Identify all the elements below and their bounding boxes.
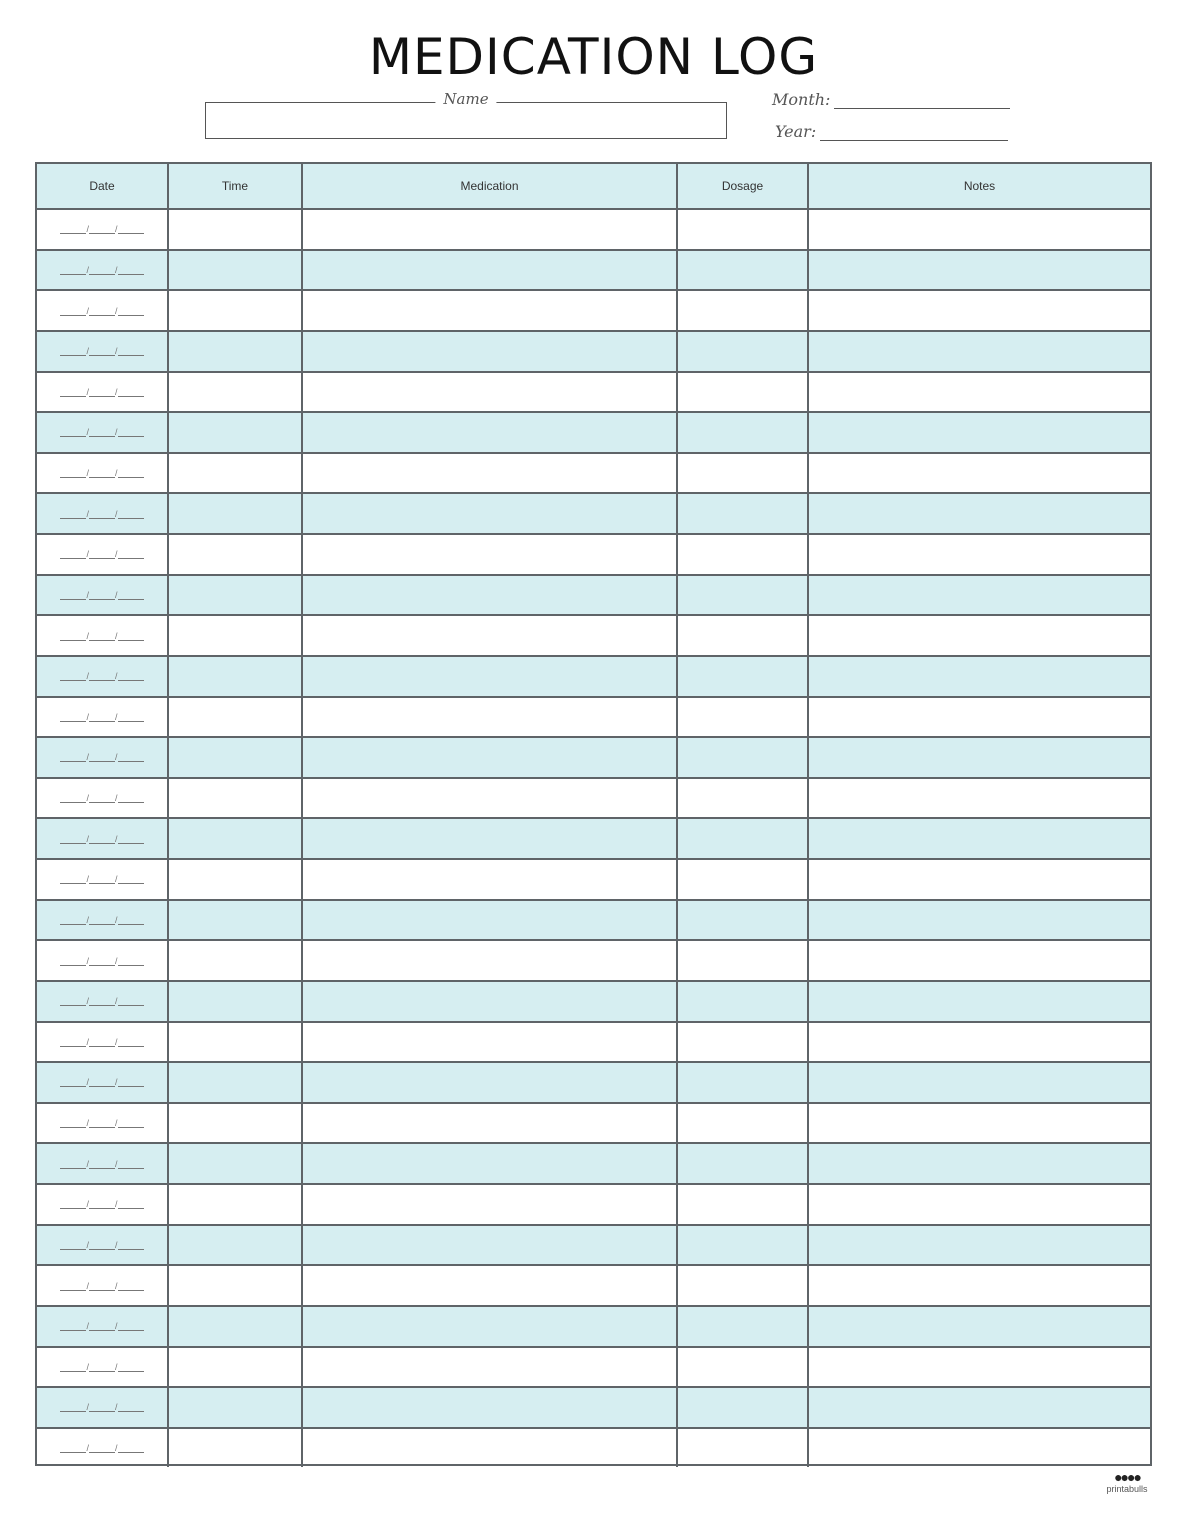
time-cell[interactable] [167, 698, 301, 737]
notes-cell[interactable] [807, 1429, 1150, 1468]
time-cell[interactable] [167, 982, 301, 1021]
date-cell[interactable] [37, 535, 167, 574]
medication-cell[interactable] [301, 494, 676, 533]
medication-cell[interactable] [301, 698, 676, 737]
dosage-cell[interactable] [676, 901, 807, 940]
date-blank: / / [60, 306, 143, 316]
medication-cell[interactable] [301, 1388, 676, 1427]
dosage-cell[interactable] [676, 738, 807, 777]
table-body [37, 208, 1150, 1467]
notes-cell[interactable] [807, 454, 1150, 493]
dosage-cell[interactable] [676, 1104, 807, 1143]
dosage-cell[interactable] [676, 1266, 807, 1305]
dosage-cell[interactable] [676, 698, 807, 737]
dosage-cell[interactable] [676, 1023, 807, 1062]
date-cell[interactable] [37, 332, 167, 371]
date-cell[interactable] [37, 1185, 167, 1224]
notes-cell[interactable] [807, 291, 1150, 330]
date-cell[interactable] [37, 1144, 167, 1183]
table-row [37, 696, 1150, 737]
date-cell[interactable] [37, 1063, 167, 1102]
medication-cell[interactable] [301, 373, 676, 412]
time-cell[interactable] [167, 576, 301, 615]
table-row [37, 1102, 1150, 1143]
time-cell[interactable] [167, 1429, 301, 1468]
date-blank: / / [60, 509, 143, 519]
date-cell[interactable] [37, 251, 167, 290]
notes-cell[interactable] [807, 251, 1150, 290]
table-row [37, 289, 1150, 330]
medication-cell[interactable] [301, 819, 676, 858]
time-cell[interactable] [167, 1104, 301, 1143]
dosage-cell[interactable] [676, 413, 807, 452]
date-blank: / / [60, 1037, 143, 1047]
table-row [37, 1021, 1150, 1062]
dosage-cell[interactable] [676, 860, 807, 899]
notes-cell[interactable] [807, 1185, 1150, 1224]
dosage-cell[interactable] [676, 1388, 807, 1427]
notes-cell[interactable] [807, 860, 1150, 899]
date-cell[interactable] [37, 698, 167, 737]
table-row [37, 614, 1150, 655]
date-cell[interactable] [37, 1388, 167, 1427]
time-cell[interactable] [167, 1348, 301, 1387]
date-blank: / / [60, 631, 143, 641]
time-cell[interactable] [167, 657, 301, 696]
time-cell[interactable] [167, 616, 301, 655]
date-cell[interactable] [37, 982, 167, 1021]
date-cell[interactable] [37, 779, 167, 818]
table-row [37, 330, 1150, 371]
time-cell[interactable] [167, 454, 301, 493]
medication-cell[interactable] [301, 332, 676, 371]
medication-cell[interactable] [301, 738, 676, 777]
notes-cell[interactable] [807, 616, 1150, 655]
medication-cell[interactable] [301, 1185, 676, 1224]
time-cell[interactable] [167, 291, 301, 330]
notes-cell[interactable] [807, 819, 1150, 858]
medication-cell[interactable] [301, 413, 676, 452]
date-blank: / / [60, 1240, 143, 1250]
medication-cell[interactable] [301, 657, 676, 696]
date-cell[interactable] [37, 454, 167, 493]
medication-cell[interactable] [301, 941, 676, 980]
date-blank: / / [60, 1402, 143, 1412]
dosage-cell[interactable] [676, 982, 807, 1021]
table-row [37, 452, 1150, 493]
medication-log-table [35, 162, 1152, 1466]
time-cell[interactable] [167, 373, 301, 412]
notes-cell[interactable] [807, 535, 1150, 574]
notes-cell[interactable] [807, 698, 1150, 737]
notes-cell[interactable] [807, 1307, 1150, 1346]
name-field[interactable] [205, 90, 727, 139]
medication-cell[interactable] [301, 1144, 676, 1183]
time-cell[interactable] [167, 819, 301, 858]
table-row [37, 777, 1150, 818]
date-blank: / / [60, 712, 143, 722]
time-cell[interactable] [167, 332, 301, 371]
table-row [37, 1427, 1150, 1468]
medication-cell[interactable] [301, 1023, 676, 1062]
notes-cell[interactable] [807, 738, 1150, 777]
table-row [37, 655, 1150, 696]
medication-cell[interactable] [301, 210, 676, 249]
table-row [37, 1224, 1150, 1265]
dosage-cell[interactable] [676, 1226, 807, 1265]
dosage-cell[interactable] [676, 291, 807, 330]
table-row [37, 249, 1150, 290]
notes-cell[interactable] [807, 373, 1150, 412]
date-blank: / / [60, 224, 143, 234]
date-blank: / / [60, 1077, 143, 1087]
notes-cell[interactable] [807, 1226, 1150, 1265]
notes-cell[interactable] [807, 657, 1150, 696]
date-blank: / / [60, 468, 143, 478]
month-label: Month: [772, 90, 831, 109]
dosage-cell[interactable] [676, 1348, 807, 1387]
medication-cell[interactable] [301, 860, 676, 899]
notes-cell[interactable] [807, 1388, 1150, 1427]
date-cell[interactable] [37, 413, 167, 452]
date-cell[interactable] [37, 1023, 167, 1062]
table-row [37, 574, 1150, 615]
dosage-cell[interactable] [676, 1307, 807, 1346]
table-row [37, 817, 1150, 858]
dosage-cell[interactable] [676, 332, 807, 371]
year-line[interactable] [820, 124, 1008, 141]
date-cell[interactable] [37, 860, 167, 899]
date-blank: / / [60, 793, 143, 803]
date-blank: / / [60, 752, 143, 762]
table-row [37, 1386, 1150, 1427]
medication-cell[interactable] [301, 576, 676, 615]
date-blank: / / [60, 956, 143, 966]
table-row [37, 1061, 1150, 1102]
date-cell[interactable] [37, 576, 167, 615]
dosage-cell[interactable] [676, 616, 807, 655]
date-blank: / / [60, 834, 143, 844]
notes-cell[interactable] [807, 982, 1150, 1021]
date-blank: / / [60, 1321, 143, 1331]
date-cell[interactable] [37, 738, 167, 777]
table-row [37, 1346, 1150, 1387]
date-cell[interactable] [37, 616, 167, 655]
time-cell[interactable] [167, 251, 301, 290]
month-field[interactable] [772, 90, 1010, 109]
date-cell[interactable] [37, 291, 167, 330]
date-cell[interactable] [37, 657, 167, 696]
time-cell[interactable] [167, 1266, 301, 1305]
date-blank: / / [60, 1159, 143, 1169]
notes-cell[interactable] [807, 941, 1150, 980]
table-row [37, 858, 1150, 899]
table-row [37, 980, 1150, 1021]
date-cell[interactable] [37, 819, 167, 858]
medication-cell[interactable] [301, 982, 676, 1021]
medication-cell[interactable] [301, 1063, 676, 1102]
notes-cell[interactable] [807, 1104, 1150, 1143]
time-cell[interactable] [167, 1185, 301, 1224]
time-cell[interactable] [167, 779, 301, 818]
table-row [37, 1183, 1150, 1224]
time-cell[interactable] [167, 1307, 301, 1346]
date-blank: / / [60, 427, 143, 437]
time-cell[interactable] [167, 738, 301, 777]
dosage-cell[interactable] [676, 941, 807, 980]
date-cell[interactable] [37, 1348, 167, 1387]
date-blank: / / [60, 1443, 143, 1453]
date-blank: / / [60, 671, 143, 681]
column-header-dosage: Dosage [676, 164, 807, 208]
notes-cell[interactable] [807, 1144, 1150, 1183]
table-row [37, 492, 1150, 533]
dosage-cell[interactable] [676, 454, 807, 493]
table-row [37, 208, 1150, 249]
medication-cell[interactable] [301, 616, 676, 655]
logo-text: printabulls [1106, 1484, 1148, 1494]
medication-cell[interactable] [301, 535, 676, 574]
time-cell[interactable] [167, 1144, 301, 1183]
table-header [37, 164, 1150, 208]
dosage-cell[interactable] [676, 1063, 807, 1102]
date-cell[interactable] [37, 494, 167, 533]
dosage-cell[interactable] [676, 1429, 807, 1468]
date-cell[interactable] [37, 1226, 167, 1265]
dosage-cell[interactable] [676, 819, 807, 858]
date-blank: / / [60, 549, 143, 559]
notes-cell[interactable] [807, 332, 1150, 371]
date-blank: / / [60, 265, 143, 275]
notes-cell[interactable] [807, 576, 1150, 615]
date-cell[interactable] [37, 1104, 167, 1143]
time-cell[interactable] [167, 413, 301, 452]
table-row [37, 371, 1150, 412]
table-row [37, 411, 1150, 452]
month-line[interactable] [834, 92, 1010, 109]
date-blank: / / [60, 996, 143, 1006]
table-row [37, 939, 1150, 980]
table-row [37, 736, 1150, 777]
notes-cell[interactable] [807, 901, 1150, 940]
dosage-cell[interactable] [676, 779, 807, 818]
time-cell[interactable] [167, 1226, 301, 1265]
time-cell[interactable] [167, 1063, 301, 1102]
column-header-notes: Notes [807, 164, 1150, 208]
time-cell[interactable] [167, 1023, 301, 1062]
medication-cell[interactable] [301, 1348, 676, 1387]
notes-cell[interactable] [807, 1023, 1150, 1062]
time-cell[interactable] [167, 1388, 301, 1427]
date-blank: / / [60, 1362, 143, 1372]
dosage-cell[interactable] [676, 210, 807, 249]
notes-cell[interactable] [807, 779, 1150, 818]
time-cell[interactable] [167, 210, 301, 249]
page-title: MEDICATION LOG [368, 28, 819, 86]
medication-cell[interactable] [301, 251, 676, 290]
medication-cell[interactable] [301, 291, 676, 330]
name-label: Name [435, 90, 496, 108]
dosage-cell[interactable] [676, 1185, 807, 1224]
date-blank: / / [60, 1199, 143, 1209]
column-header-medication: Medication [301, 164, 676, 208]
dosage-cell[interactable] [676, 494, 807, 533]
time-cell[interactable] [167, 535, 301, 574]
notes-cell[interactable] [807, 1063, 1150, 1102]
medication-cell[interactable] [301, 1266, 676, 1305]
time-cell[interactable] [167, 901, 301, 940]
column-header-time: Time [167, 164, 301, 208]
table-row [37, 899, 1150, 940]
date-cell[interactable] [37, 373, 167, 412]
dosage-cell[interactable] [676, 1144, 807, 1183]
medication-cell[interactable] [301, 454, 676, 493]
medication-cell[interactable] [301, 901, 676, 940]
date-cell[interactable] [37, 210, 167, 249]
date-blank: / / [60, 874, 143, 884]
date-cell[interactable] [37, 1429, 167, 1468]
date-blank: / / [60, 387, 143, 397]
dosage-cell[interactable] [676, 576, 807, 615]
table-row [37, 1142, 1150, 1183]
medication-cell[interactable] [301, 1307, 676, 1346]
time-cell[interactable] [167, 494, 301, 533]
notes-cell[interactable] [807, 210, 1150, 249]
table-row [37, 1305, 1150, 1346]
medication-cell[interactable] [301, 1429, 676, 1468]
bulldog-logo-icon: ●●●● [1114, 1469, 1140, 1485]
date-blank: / / [60, 915, 143, 925]
dosage-cell[interactable] [676, 657, 807, 696]
date-blank: / / [60, 1118, 143, 1128]
medication-cell[interactable] [301, 1226, 676, 1265]
year-field[interactable] [775, 122, 1008, 141]
dosage-cell[interactable] [676, 373, 807, 412]
year-label: Year: [775, 122, 817, 141]
date-cell[interactable] [37, 941, 167, 980]
date-blank: / / [60, 1281, 143, 1291]
time-cell[interactable] [167, 941, 301, 980]
date-cell[interactable] [37, 901, 167, 940]
dosage-cell[interactable] [676, 535, 807, 574]
table-row [37, 533, 1150, 574]
dosage-cell[interactable] [676, 251, 807, 290]
date-cell[interactable] [37, 1307, 167, 1346]
date-blank: / / [60, 590, 143, 600]
date-blank: / / [60, 346, 143, 356]
notes-cell[interactable] [807, 1266, 1150, 1305]
printabulls-logo [1098, 1470, 1156, 1494]
time-cell[interactable] [167, 860, 301, 899]
column-header-date: Date [89, 179, 115, 193]
medication-cell[interactable] [301, 779, 676, 818]
notes-cell[interactable] [807, 1348, 1150, 1387]
notes-cell[interactable] [807, 494, 1150, 533]
medication-cell[interactable] [301, 1104, 676, 1143]
table-row [37, 1264, 1150, 1305]
notes-cell[interactable] [807, 413, 1150, 452]
date-cell[interactable] [37, 1266, 167, 1305]
